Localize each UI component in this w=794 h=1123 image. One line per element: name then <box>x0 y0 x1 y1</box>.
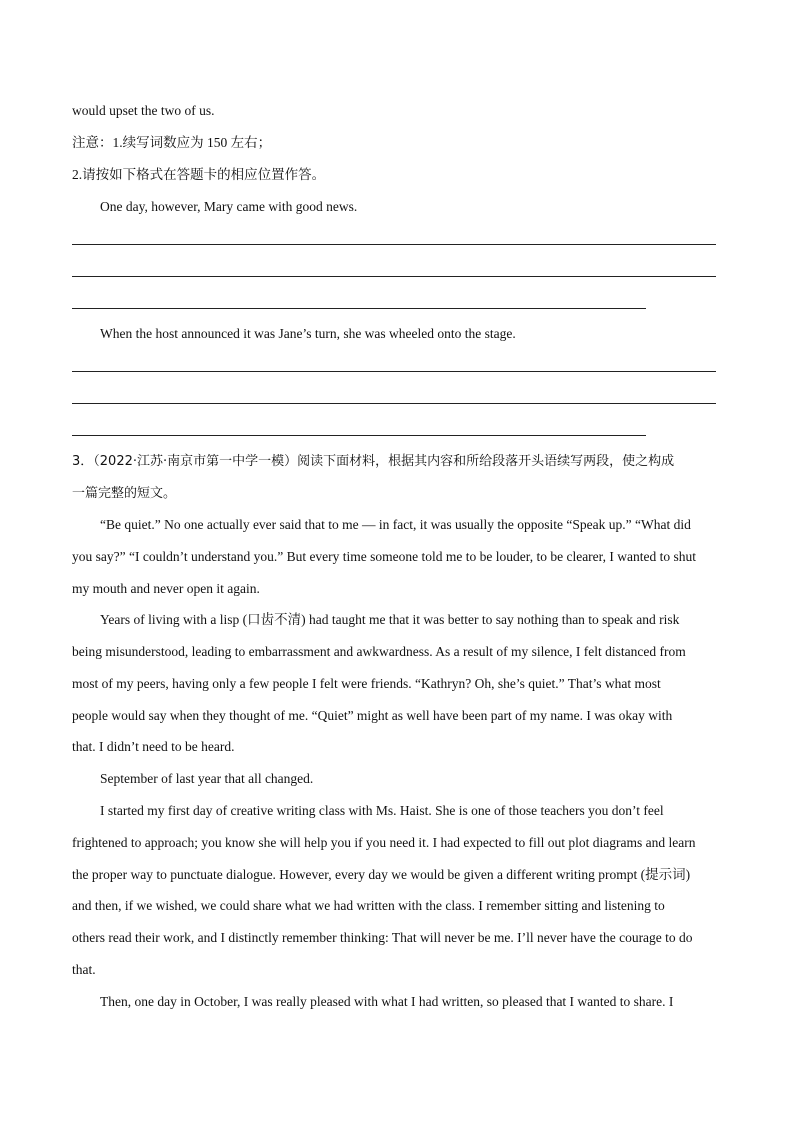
passage-line: I started my first day of creative writing class with Ms. Haist. She is one of those teachers you don’t feel <box>100 803 664 818</box>
passage-line: that. <box>72 962 96 977</box>
passage-line: people would say when they thought of me. “Quiet” might as well have been part of my name. I was okay with <box>72 708 673 723</box>
paragraph2-opening: When the host announced it was Jane’s turn, she was wheeled onto the stage. <box>100 326 516 341</box>
passage-line: “Be quiet.” No one actually ever said that to me — in fact, it was usually the opposite “Speak up.” “What did <box>100 517 691 532</box>
passage-line: Then, one day in October, I was really pleased with what I had written, so pleased that I wanted to share. I <box>100 994 674 1009</box>
passage-line: and then, if we wished, we could share what we had written with the class. I remember sitting and listening to <box>72 898 665 913</box>
passage-line: others read their work, and I distinctly remember thinking: That will never be me. I’ll never have the courage to do <box>72 930 693 945</box>
passage-line: frightened to approach; you know she will help you if you need it. I had expected to fill out plot diagrams and learn <box>72 835 696 850</box>
answer-line[interactable] <box>72 308 646 309</box>
question3-header-cont: 一篇完整的短文。 <box>72 486 177 501</box>
answer-line[interactable] <box>72 435 646 436</box>
passage-line: Years of living with a lisp (口齿不清) had taught me that it was better to say nothing than to speak and risk <box>100 612 680 627</box>
answer-line[interactable] <box>72 371 716 372</box>
note-line: 注意：1.续写词数应为 150 左右； <box>72 135 272 150</box>
top-fragment-text: would upset the two of us. <box>72 103 215 118</box>
passage-line: my mouth and never open it again. <box>72 581 260 596</box>
passage-line: the proper way to punctuate dialogue. However, every day we would be given a different writing prompt (提示词) <box>72 867 691 882</box>
instruction-line: 2.请按如下格式在答题卡的相应位置作答。 <box>72 167 326 182</box>
passage-line: you say?” “I couldn’t understand you.” But every time someone told me to be louder, to be clearer, I wanted to shut <box>72 549 696 564</box>
passage-line: being misunderstood, leading to embarrassment and awkwardness. As a result of my silence, I felt distanced from <box>72 644 686 659</box>
paragraph1-opening: One day, however, Mary came with good news. <box>100 199 358 214</box>
passage-line: September of last year that all changed. <box>100 771 314 786</box>
passage-line: most of my peers, having only a few people I felt were friends. “Kathryn? Oh, she’s quiet.” That’s what most <box>72 676 661 691</box>
passage-line: that. I didn’t need to be heard. <box>72 739 235 754</box>
answer-line[interactable] <box>72 276 716 277</box>
question3-header: 3．（2022·江苏·南京市第一中学一模）阅读下面材料，根据其内容和所给段落开头语续写两段，使之构成 <box>72 454 675 469</box>
answer-line[interactable] <box>72 403 716 404</box>
answer-line[interactable] <box>72 244 716 245</box>
